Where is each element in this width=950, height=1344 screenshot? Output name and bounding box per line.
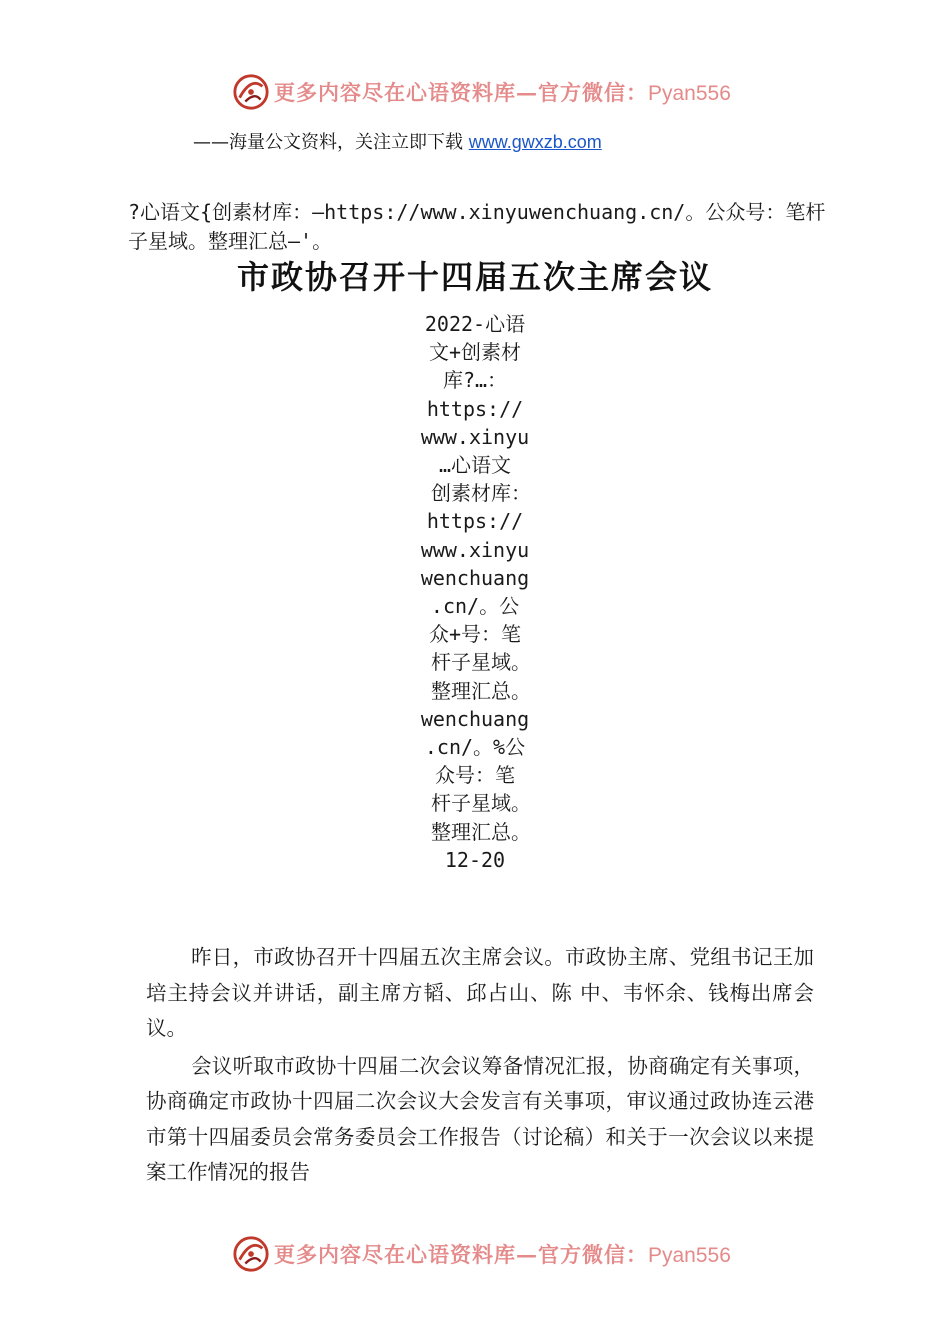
dateline-line: https:// [426,509,524,534]
dateline-line: 12-20 [444,847,506,872]
dateline-line: www.xinyu [420,537,530,562]
dateline-line: .cn/。公 [430,594,520,619]
dateline-line: 整理汇总。 [418,819,532,844]
dateline-line: 杆子星域。 [418,791,532,816]
banner-text: 更多内容尽在心语资料库—官方微信：Pyan556 [274,1242,731,1267]
dateline-block [0,310,950,874]
dateline-line: 2022-心语 [424,312,526,336]
article-title: 市政协召开十四届五次主席会议 [236,258,713,296]
promo-text: ——海量公文资料，关注立即下载 [193,132,469,153]
dateline-line: 众+号：笔 [428,622,522,647]
article-body [146,940,814,1193]
site-link[interactable]: www.gwxzb.com [468,132,602,152]
source-note: ?心语文{创素材库：—https://www.xinyuwenchuang.cn/。公众号：笔杆子星域。整理汇总—'。 [128,200,826,253]
banner-text: 更多内容尽在心语资料库—官方微信：Pyan556 [274,80,731,105]
dateline-line: wenchuang [420,565,530,590]
dateline-line: …心语文 [438,453,512,478]
dateline-line: 库?…： [442,368,508,393]
brand-logo-icon [232,73,270,111]
dateline-line: 文+创素材 [428,340,522,365]
promo-subline [193,128,602,154]
paragraph: 会议听取市政协十四届二次会议筹备情况汇报，协商确定有关事项，协商确定市政协十四届二次会议大会发言有关事项，审议通过政协连云港市第十四届委员会常务委员会工作报告（讨论稿）和关于一次会议以来提案工作情况的报告 [146,1053,814,1184]
footer-banner [232,1234,731,1274]
dateline-line: https:// [426,396,524,421]
dateline-line: wenchuang [420,706,530,731]
dateline-line: www.xinyu [420,424,530,449]
dateline-line: 杆子星域。 [418,650,532,675]
wechat-id: Pyan556 [648,82,731,105]
dateline-line: 众号：笔 [435,763,515,788]
brand-logo-icon [232,1235,270,1273]
paragraph: 昨日，市政协召开十四届五次主席会议。市政协主席、党组书记王加培主持会议并讲话，副主席方韬、邱占山、陈 中、韦怀余、钱梅出席会议。 [146,945,814,1040]
top-banner [232,72,731,112]
dateline-line: .cn/。%公 [424,735,526,760]
dateline-line: 整理汇总。 [418,678,532,703]
dateline-line: 创素材库： [418,481,532,506]
wechat-id: Pyan556 [648,1244,731,1267]
